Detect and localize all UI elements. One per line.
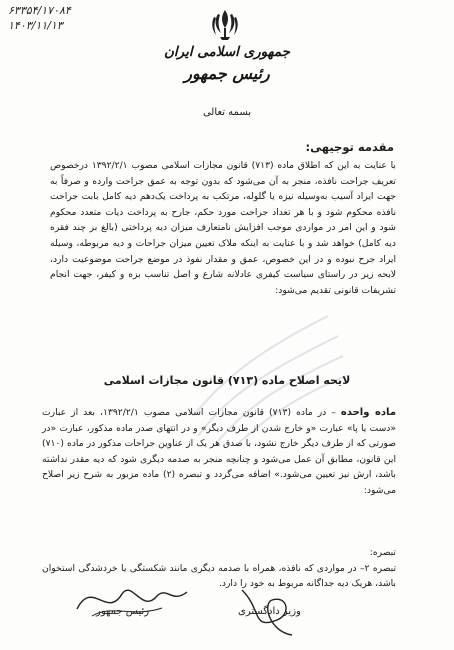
- article-body: – در ماده (۷۱۳) قانون مجازات اسلامی مصوب ۱۳۹۲/۲/۱، بعد از عبارت «دست یا پا» عبارت «و خارج شدن از طرف دیگر» و در انتهای صدر ماده مذکور، عبارت «در صورتی که از طرف دیگر خارج نشود، با صدق هر یک از عناوین جراحات مذکور در ماده (۷۱۰) این قانون، مطابق آن عمل می‌شود و چنانچه منجر به صدمه دیگری شود که دیه مقدر نداشته باشد، ارش نیز تعیین می‌شود.» اضافه می‌گردد و تبصره (۲) ماده مزبور به شرح زیر اصلاح می‌شود:: [42, 407, 396, 496]
- country-title: جمهوری اسلامی ایران: [163, 44, 291, 60]
- registration-number: ۶۳۳۵۴/۱۷۰۸۴: [8, 4, 71, 17]
- president-signature-label: رئیس جمهور: [96, 606, 150, 617]
- note-body: تبصره ۲– در مواردی که نافذه، همراه با صدمه دیگری مانند شکستگی یا خردشدگی استخوان باشد، هریک دیه جداگانه مربوط به خود را دارد.: [42, 562, 396, 590]
- intro-paragraph: با عنایت به این که اطلاق ماده (۷۱۳) قانون مجازات اسلامی مصوب ۱۳۹۲/۲/۱ درخصوص تعریف جراحت نافذه، منجر به آن می‌شود که بدون توجه به عمق جراحت وارده و صرفاً به جهت ایراد آسیب به‌وسیله نیزه یا گلوله، مرتکب به پرداخت یک‌دهم دیه کامل بابت جراحت نافذه محکوم شود و با هر تعداد جراحت مورد حکم، جارح به پرداخت دیات متعدد محکوم شود و این امر در مواردی موجب افزایش نامتعارف میزان دیه پرداختی (بالغ بر چند فقره دیه کامل) خواهد شد و با عنایت به اینکه ملاک تعیین میزان جراحات و دیه مربوطه، وسیله ایراد جرح نبوده و در این خصوص، عمق و مقدار نفوذ در موضع جراحت موضوعیت دارد، لایحه زیر در راستای سیاست کیفری عادلانه شارع و اصل تناسب بزه و کیفر، جهت انجام تشریفات قانونی تقدیم می‌شود:: [50, 160, 396, 296]
- invocation-text: بسمه تعالی: [202, 107, 252, 118]
- intro-title: مقدمه توجیهی:: [305, 140, 394, 154]
- iran-emblem-icon: [210, 8, 240, 42]
- bill-title: لایحه اصلاح ماده (۷۱۳) قانون مجازات اسلامی: [103, 374, 351, 387]
- article-label: ماده واحده: [340, 407, 397, 418]
- minister-signature-label: وزیر دادگستری: [238, 606, 301, 617]
- registration-date: ۱۴۰۳/۱۱/۱۳: [8, 19, 63, 32]
- note-label: تبصره:: [369, 547, 396, 558]
- single-article-paragraph: [42, 405, 396, 499]
- office-title: رئیس جمهور: [184, 64, 270, 83]
